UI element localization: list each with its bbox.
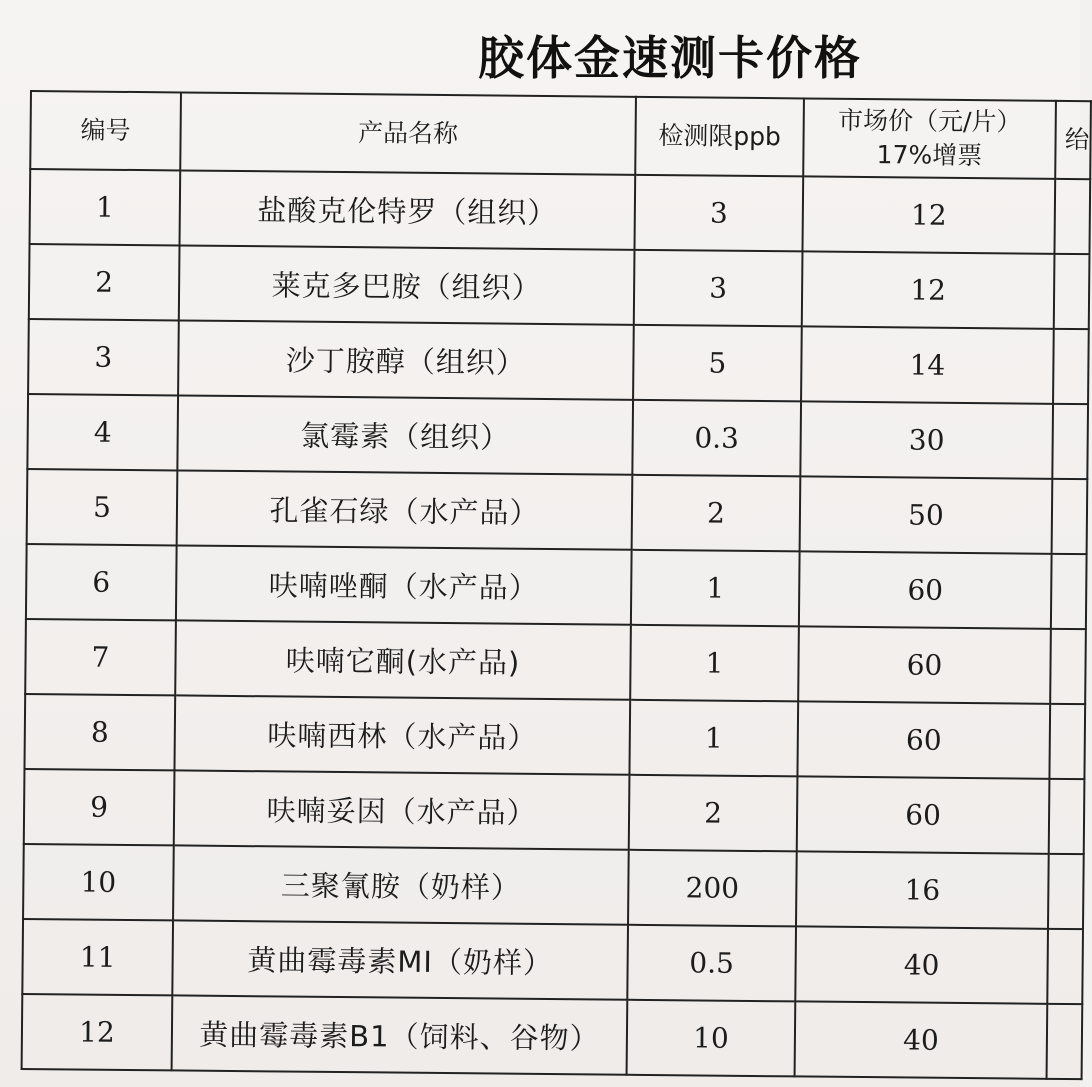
- cell-market-price: 16: [796, 851, 1049, 928]
- cell-detection-limit: 2: [629, 775, 798, 852]
- table-row: [30, 169, 1091, 254]
- cell-extra: [1047, 1004, 1083, 1079]
- cell-id: 12: [22, 994, 173, 1070]
- cell-detection-limit: 1: [630, 625, 799, 702]
- cell-detection-limit: 1: [629, 700, 798, 777]
- cell-market-price: 40: [795, 1001, 1048, 1078]
- cell-product-name: 沙丁胺醇（组织）: [178, 320, 634, 399]
- header-product-name: 产品名称: [180, 92, 636, 174]
- cell-market-price: 60: [797, 776, 1050, 853]
- cell-market-price: 60: [797, 701, 1050, 778]
- table-row: [28, 319, 1089, 404]
- cell-extra: [1049, 779, 1085, 854]
- document-title: 胶体金速测卡价格: [478, 31, 862, 85]
- table-row: [29, 244, 1090, 329]
- cell-extra: [1052, 404, 1088, 479]
- cell-market-price: 14: [801, 326, 1054, 403]
- cell-extra: [1047, 929, 1083, 1004]
- cell-product-name: 孔雀石绿（水产品）: [177, 470, 633, 549]
- price-table: [21, 90, 1092, 1080]
- cell-product-name: 呋喃唑酮（水产品）: [176, 545, 632, 624]
- header-extra-cut: 绐: [1055, 101, 1091, 179]
- cell-product-name: 三聚氰胺（奶样）: [173, 845, 629, 924]
- table-row: [22, 994, 1083, 1079]
- cell-id: 1: [30, 169, 181, 245]
- cell-detection-limit: 10: [627, 1000, 796, 1077]
- cell-detection-limit: 200: [628, 850, 797, 927]
- price-table-container: [21, 90, 1090, 1080]
- header-market-price-line1: 市场价（元/片）: [837, 105, 1022, 137]
- cell-detection-limit: 3: [634, 250, 803, 327]
- header-id: 编号: [30, 91, 181, 170]
- cell-product-name: 盐酸克伦特罗（组织）: [180, 170, 636, 249]
- cell-id: 10: [23, 844, 174, 920]
- cell-detection-limit: 0.3: [632, 400, 801, 477]
- cell-id: 3: [28, 319, 179, 395]
- table-row: [23, 844, 1084, 929]
- cell-product-name: 氯霉素（组织）: [177, 395, 633, 474]
- cell-detection-limit: 2: [632, 475, 801, 552]
- cell-product-name: 莱克多巴胺（组织）: [179, 245, 635, 324]
- cell-market-price: 30: [800, 401, 1053, 478]
- cell-id: 7: [25, 619, 176, 695]
- table-row: [22, 919, 1083, 1004]
- table-row: [27, 394, 1088, 479]
- header-market-price-line2: 17%增票: [876, 140, 983, 171]
- cell-extra: [1054, 254, 1090, 329]
- cell-extra: [1050, 629, 1086, 704]
- cell-id: 6: [26, 544, 177, 620]
- cell-extra: [1048, 854, 1084, 929]
- table-row: [27, 469, 1088, 554]
- header-detection-limit: 检测限ppb: [635, 97, 804, 177]
- table-row: [26, 544, 1087, 629]
- table-header-row: [30, 91, 1091, 179]
- table-row: [24, 694, 1085, 779]
- cell-market-price: 60: [798, 626, 1051, 703]
- cell-market-price: 12: [802, 176, 1055, 253]
- cell-id: 4: [27, 394, 178, 470]
- cell-id: 2: [29, 244, 180, 320]
- cell-detection-limit: 3: [634, 175, 803, 252]
- cell-extra: [1052, 479, 1088, 554]
- table-row: [24, 769, 1085, 854]
- cell-market-price: 12: [802, 251, 1055, 328]
- cell-detection-limit: 1: [631, 550, 800, 627]
- cell-extra: [1054, 179, 1090, 254]
- cell-product-name: 呋喃妥因（水产品）: [174, 770, 630, 849]
- cell-id: 11: [22, 919, 173, 995]
- cell-extra: [1049, 704, 1085, 779]
- cell-market-price: 40: [795, 926, 1048, 1003]
- cell-extra: [1053, 329, 1089, 404]
- header-market-price: [803, 98, 1056, 178]
- cell-market-price: 60: [799, 551, 1052, 628]
- cell-product-name: 黄曲霉毒素B1（饲料、谷物）: [172, 995, 628, 1074]
- cell-product-name: 呋喃西林（水产品）: [174, 695, 630, 774]
- cell-detection-limit: 0.5: [627, 925, 796, 1002]
- table-body: [22, 169, 1091, 1079]
- cell-product-name: 黄曲霉毒素MI（奶样）: [172, 920, 628, 999]
- cell-market-price: 50: [800, 476, 1053, 553]
- cell-id: 5: [27, 469, 178, 545]
- cell-detection-limit: 5: [633, 325, 802, 402]
- cell-extra: [1051, 554, 1087, 629]
- cell-product-name: 呋喃它酮(水产品): [175, 620, 631, 699]
- table-row: [25, 619, 1086, 704]
- cell-id: 8: [24, 694, 175, 770]
- cell-id: 9: [24, 769, 175, 845]
